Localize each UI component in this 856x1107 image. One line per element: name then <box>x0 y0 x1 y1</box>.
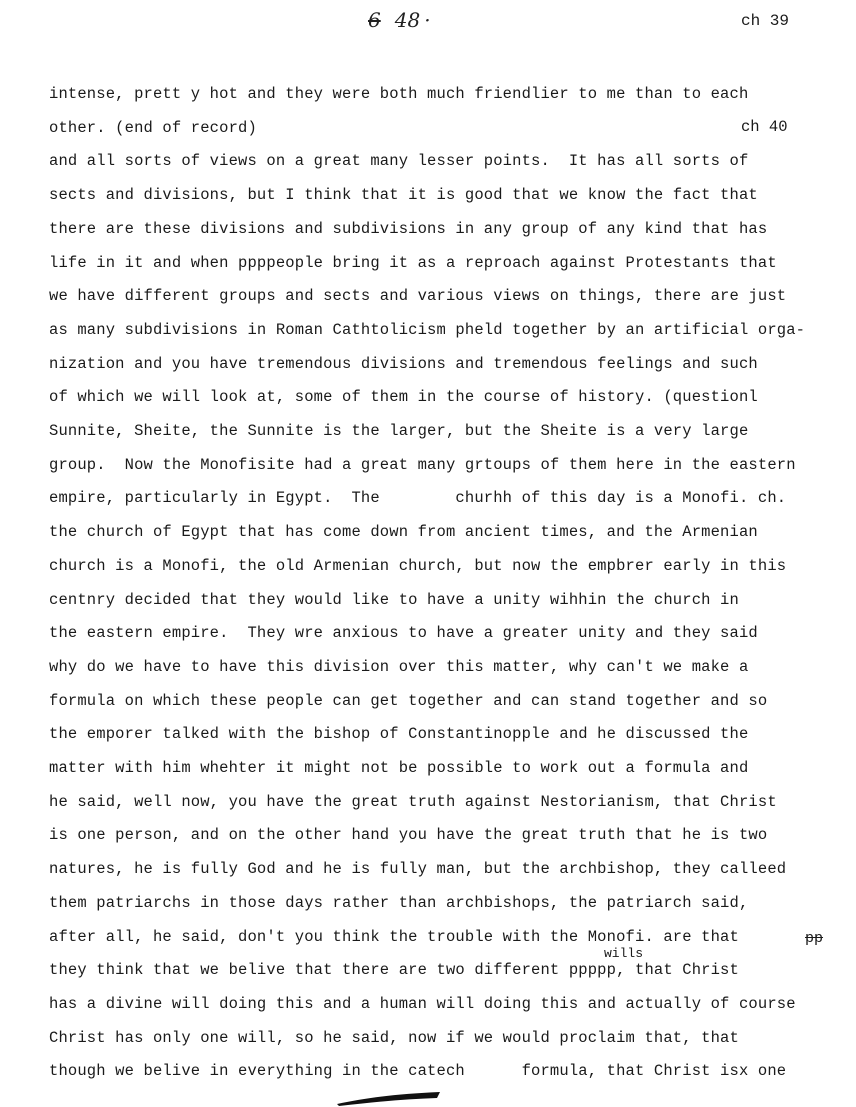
chapter-marker-margin: ch 40 <box>741 118 788 136</box>
text-line: of which we will look at, some of them in the course of history. (questionl <box>49 388 758 407</box>
ink-scribble-mark <box>335 1088 445 1107</box>
text-line: the eastern empire. They wre anxious to have a greater unity and they said <box>49 624 758 643</box>
text-line: group. Now the Monofisite had a great many grtoups of them here in the eastern <box>49 455 796 474</box>
text-line: formula on which these people can get together and can stand together and so <box>49 691 768 710</box>
crossed-page-number: 6 <box>368 8 381 32</box>
text-line: natures, he is fully God and he is fully man, but the archbishop, they calleed <box>49 860 787 879</box>
chapter-marker-top: ch 39 <box>741 12 790 30</box>
page-number-value: 48 <box>394 8 421 32</box>
text-line: other. (end of record) <box>49 118 257 137</box>
struck-characters: pp <box>805 930 824 947</box>
text-line: the emporer talked with the bishop of Constantinopple and he discussed the <box>49 725 749 744</box>
text-line: they think that we belive that there are two different ppppp, that Christ <box>49 961 739 980</box>
text-line: nization and you have tremendous divisions and tremendous feelings and such <box>49 354 758 373</box>
handwritten-insertion: wills <box>604 946 644 961</box>
text-line: life in it and when ppppeople bring it as a reproach against Protestants that <box>49 253 777 272</box>
text-line: and all sorts of views on a great many lesser points. It has all sorts of <box>49 152 749 171</box>
text-line: Christ has only one will, so he said, now if we would proclaim that, that <box>49 1028 739 1047</box>
text-line: though we belive in everything in the catech formula, that Christ isx one <box>49 1062 787 1081</box>
text-line: them patriarchs in those days rather than archbishops, the patriarch said, <box>49 893 749 912</box>
text-line: Sunnite, Sheite, the Sunnite is the larger, but the Sheite is a very large <box>49 422 749 440</box>
text-line: sects and divisions, but I think that it is good that we know the fact that <box>49 186 758 205</box>
text-line: the church of Egypt that has come down from ancient times, and the Armenian <box>49 523 758 542</box>
text-line: centnry decided that they would like to have a unity wihhin the church in <box>49 590 739 609</box>
text-line: as many subdivisions in Roman Cathtolicism pheld together by an artificial orga- <box>49 320 806 339</box>
text-line: intense, prett y hot and they were both much friendlier to me than to each <box>49 85 749 103</box>
text-line: after all, he said, don't you think the trouble with the Monofi. are that <box>49 927 739 946</box>
text-line: there are these divisions and subdivisions in any group of any kind that has <box>49 219 768 238</box>
text-line: empire, particularly in Egypt. The churhh of this day is a Monofi. ch. <box>49 489 787 508</box>
page-number: 6 48 · <box>368 8 431 32</box>
text-line: he said, well now, you have the great truth against Nestorianism, that Christ <box>49 792 777 811</box>
text-line: we have different groups and sects and various views on things, there are just <box>49 287 787 306</box>
text-line: is one person, and on the other hand you have the great truth that he is two <box>49 826 768 845</box>
text-line: has a divine will doing this and a human will doing this and actually of course <box>49 994 796 1013</box>
text-line: why do we have to have this division over this matter, why can't we make a <box>49 657 749 676</box>
text-line: church is a Monofi, the old Armenian church, but now the empbrer early in this <box>49 556 787 575</box>
text-line: matter with him whehter it might not be possible to work out a formula and <box>49 759 749 777</box>
